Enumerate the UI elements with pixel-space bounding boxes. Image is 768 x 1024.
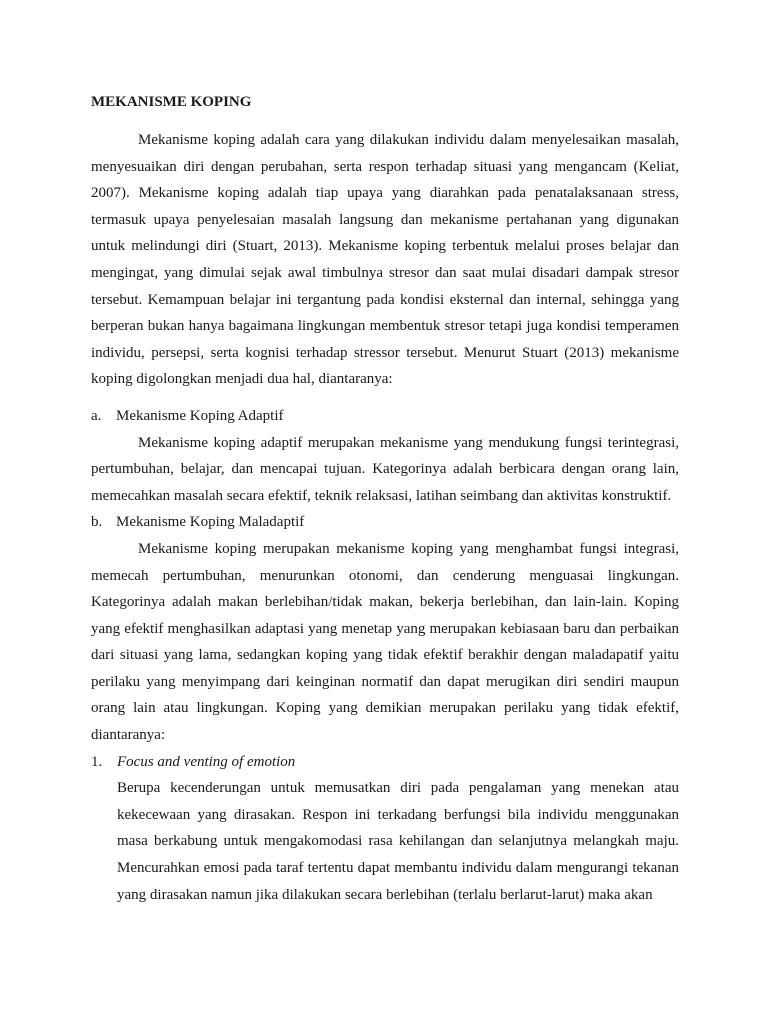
section-b-marker: b. [91,514,103,531]
section-b-heading [91,509,679,536]
item-1-marker: 1. [91,753,103,770]
item-1-heading-text: Focus and venting of emotion [117,753,296,770]
section-b-heading-text: Mekanisme Koping Maladaptif [116,514,305,531]
section-a-marker: a. [91,407,102,424]
section-a-heading-text: Mekanisme Koping Adaptif [116,407,284,424]
section-b-paragraph: Mekanisme koping merupakan mekanisme koping yang menghambat fungsi integrasi, memecah pertumbuhan, menurunkan otonomi, dan cenderung menguasai lingkungan. Kategorinya adalah makan berlebihan/tidak makan, bekerja berlebihan, dan lain-lain. Koping yang efektif menghasilkan adaptasi yang menetap yang merupakan kebiasaan baru dan perbaikan dari situasi yang lama, sedangkan koping yang tidak efektif berakhir dengan maladapatif yaitu perilaku yang menyimpang dari keinginan normatif dan dapat merugikan diri sendiri maupun orang lain atau lingkungan. Koping yang demikian merupakan perilaku yang tidak efektif, diantaranya: [91,540,679,744]
document-title: MEKANISME KOPING [91,94,252,110]
section-a-paragraph: Mekanisme koping adaptif merupakan mekanisme yang mendukung fungsi terintegrasi, pertumbuhan, belajar, dan mencapai tujuan. Kategorinya adalah berbicara dengan orang lain, memecahkan masalah secara efektif, teknik relaksasi, latihan seimbang dan aktivitas konstruktif. [91,434,679,504]
intro-paragraph: Mekanisme koping adalah cara yang dilakukan individu dalam menyelesaikan masalah, menyesuaikan diri dengan perubahan, serta respon terhadap situasi yang mengancam (Keliat, 2007). Mekanisme koping adalah tiap upaya yang diarahkan pada penatalaksanaan stress, termasuk upaya penyelesaian masalah langsung dan mekanisme pertahanan yang digunakan untuk melindungi diri (Stuart, 2013). Mekanisme koping terbentuk melalui proses belajar dan mengingat, yang dimulai sejak awal timbulnya stresor dan saat mulai disadari dampak stresor tersebut. Kemampuan belajar ini tergantung pada kondisi eksternal dan internal, sehingga yang berperan bukan hanya bagaimana lingkungan membentuk stresor tetapi juga kondisi temperamen individu, persepsi, serta kognisi terhadap stressor tersebut. Menurut Stuart (2013) mekanisme koping digolongkan menjadi dua hal, diantaranya: [91,132,679,388]
item-1-paragraph: Berupa kecenderungan untuk memusatkan diri pada pengalaman yang menekan atau kekecewaan yang dirasakan. Respon ini terkadang berfungsi bila individu menggunakan masa berkabung untuk mengakomodasi rasa kehilangan dan selanjutnya melangkah maju. Mencurahkan emosi pada taraf tertentu dapat membantu individu dalam mengurangi tekanan yang dirasakan namun jika dilakukan secara berlebihan (terlalu berlarut-larut) maka akan [117,780,679,903]
item-1-heading [91,749,679,776]
document-body [91,92,679,908]
section-a-heading [91,403,679,430]
